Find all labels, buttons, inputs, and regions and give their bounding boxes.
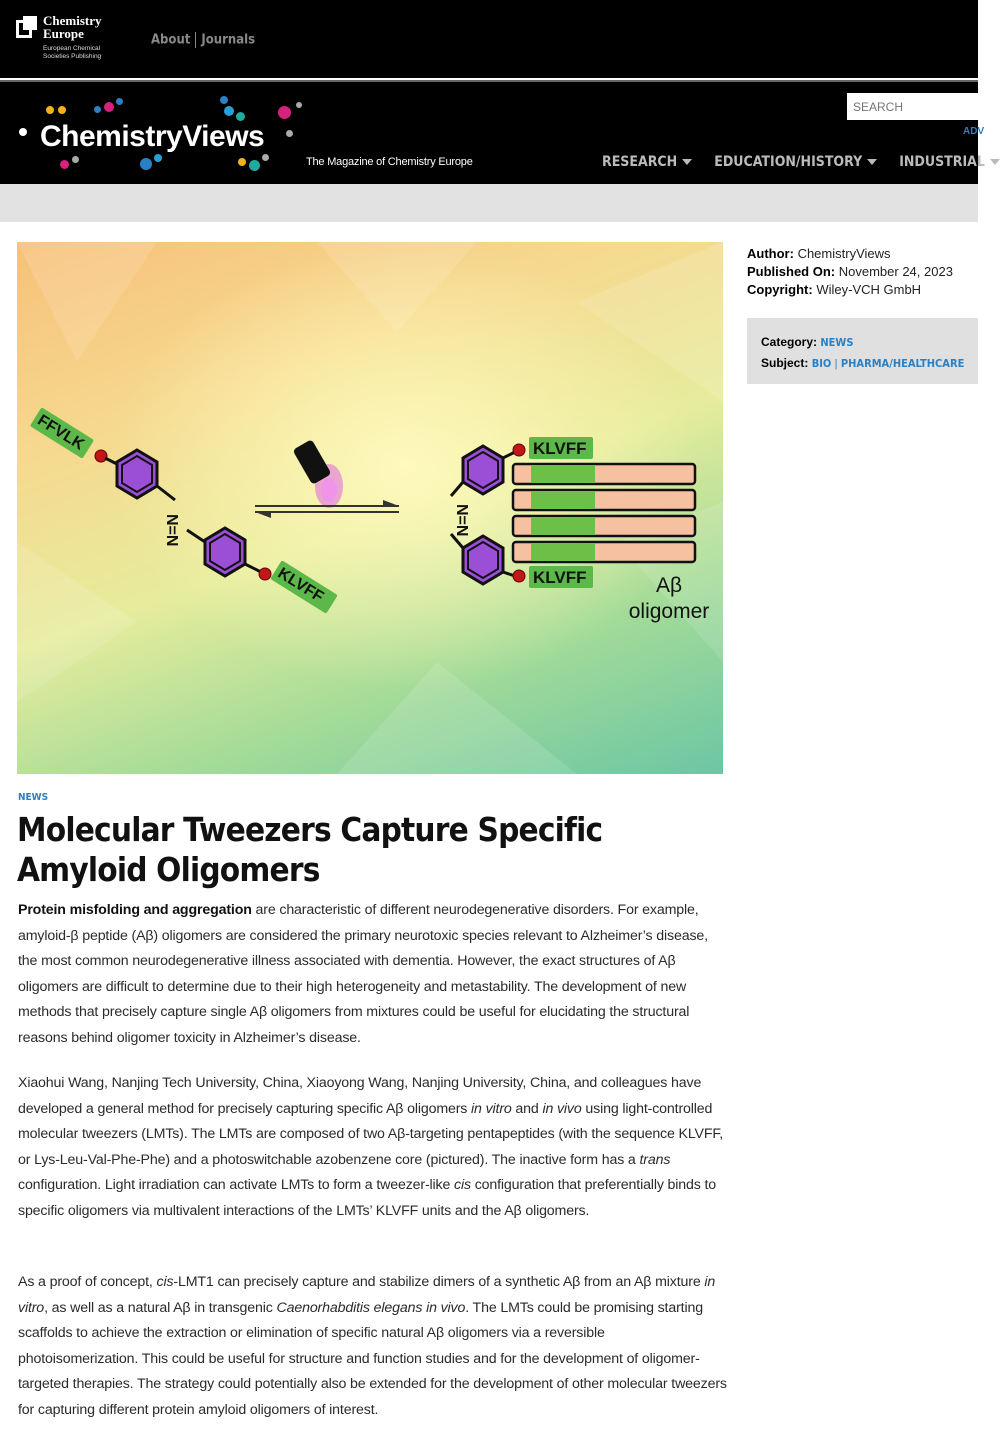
klvff-left-label: KLVFF (274, 564, 327, 606)
chemistry-europe-name: Chemistry Europe (43, 13, 102, 41)
top-nav (151, 32, 255, 48)
chemistry-europe-logo[interactable] (16, 14, 126, 66)
paragraph-3: As a proof of concept, cis-LMT1 can precisely capture and stabilize dimers of a synthetic Aβ from an Aβ mixture in vitro, as well as a natural Aβ in transgenic Caenorhabditis elegans in vivo. The LMTs could be promising starting scaffolds to achieve the extraction or elimination of specific natural Aβ oligomers via a reversible photoisomerization. This could be useful for structure and function studies and for the development of oligomer-targeted therapies. The strategy could potentially also be extended for the development of other molecular tweezers for capturing different protein amyloid oligomers of interest. (18, 1274, 727, 1418)
nn-left-label: N=N (163, 514, 180, 547)
chevron-down-icon (682, 159, 692, 165)
subject-divider: | (834, 358, 838, 370)
article-kicker[interactable]: NEWS (18, 792, 49, 803)
main-nav (602, 154, 1000, 170)
about-link[interactable]: About (151, 32, 191, 48)
article-meta (747, 245, 953, 299)
paragraph-2: Xiaohui Wang, Nanjing Tech University, China, Xiaoyong Wang, Nanjing University, China, and colleagues have developed a general method for precisely capturing specific Aβ oligomers in vitro and in vivo using light-controlled molecular tweezers (LMTs). The LMTs are composed of two Aβ-targeting pentapeptides (with the sequence KLVFF, or Lys-Leu-Val-Phe-Phe) and a photoswitchable azobenzene core (pictured). The inactive form has a trans configuration. Light irradiation can activate LMTs to form a tweezer-like cis configuration that preferentially binds to specific oligomers via multivalent interactions of the LMTs’ KLVFF units and the Aβ oligomers. (18, 1075, 724, 1219)
subject-bio-link[interactable]: BIO (811, 357, 832, 370)
category-news-link[interactable]: NEWS (820, 336, 854, 349)
author-row: Author: ChemistryViews (747, 246, 891, 261)
site-header (0, 80, 985, 184)
chemistry-europe-subtitle: European Chemical Societies Publishing (43, 45, 102, 60)
oligomer-label: oligomer (628, 600, 710, 623)
nn-right-label: N=N (453, 504, 470, 537)
nav-research[interactable] (602, 154, 692, 170)
chemistryviews-logo[interactable] (16, 94, 306, 174)
tagline: The Magazine of Chemistry Europe (306, 156, 473, 168)
published-value: November 24, 2023 (838, 264, 953, 279)
nav-education-history[interactable] (714, 154, 877, 170)
top-bar (0, 0, 978, 78)
advanced-search-link[interactable]: ADV (963, 126, 985, 137)
search-input[interactable] (847, 93, 978, 120)
hero-image (17, 242, 723, 774)
nav-industrial[interactable] (899, 154, 1000, 170)
copyright-row: Copyright: Wiley-VCH GmbH (747, 282, 922, 297)
journals-link[interactable]: Journals (201, 32, 256, 48)
klvff-bottom-label: KLVFF (533, 568, 587, 587)
klvff-top-label: KLVFF (533, 439, 587, 458)
subject-pharma-link[interactable]: PHARMA/HEALTHCARE (840, 357, 965, 370)
category-row: Category: NEWS (761, 335, 854, 349)
nav-industrial-label: INDUSTRIAL (899, 154, 985, 170)
paragraph-1: Protein misfolding and aggregation are characteristic of different neurodegenerative disorders. For example, amyloid-β peptide (Aβ) oligomers are considered the primary neurotoxic species relevant to Alzheimer’s disease, the most common neurodegenerative illness associated with dementia. However, the exact structures of Aβ oligomers are difficult to determine due to their high heterogeneity and metastability. The development of new methods that precisely capture single Aβ oligomers from mixtures could be useful for elucidating the structural reasons behind oligomer toxicity in Alzheimer’s disease. (18, 902, 708, 1046)
published-row: Published On: November 24, 2023 (747, 264, 953, 279)
subject-row: Subject: BIO | PHARMA/HEALTHCARE (761, 356, 965, 370)
copyright-value: Wiley-VCH GmbH (816, 282, 922, 297)
abeta-label: Aβ (655, 574, 683, 597)
ffvlk-label: FFVLK (34, 411, 88, 454)
article-title: Molecular Tweezers Capture Specific Amyloid Oligomers (17, 810, 603, 889)
nav-education-history-label: EDUCATION/HISTORY (714, 154, 863, 170)
oligomer-strands (513, 464, 695, 562)
cis-molecule (451, 437, 709, 623)
chemistry-europe-mark-icon (16, 16, 40, 42)
category-box (747, 318, 978, 384)
chevron-down-icon (867, 159, 877, 165)
chevron-down-icon (990, 159, 1000, 165)
author-value: ChemistryViews (797, 246, 891, 261)
nav-research-label: RESEARCH (602, 154, 678, 170)
nav-divider (195, 32, 196, 48)
gray-strip (0, 184, 978, 222)
light-irradiation (255, 439, 399, 518)
chemistryviews-wordmark: ChemistryViews (40, 120, 265, 153)
